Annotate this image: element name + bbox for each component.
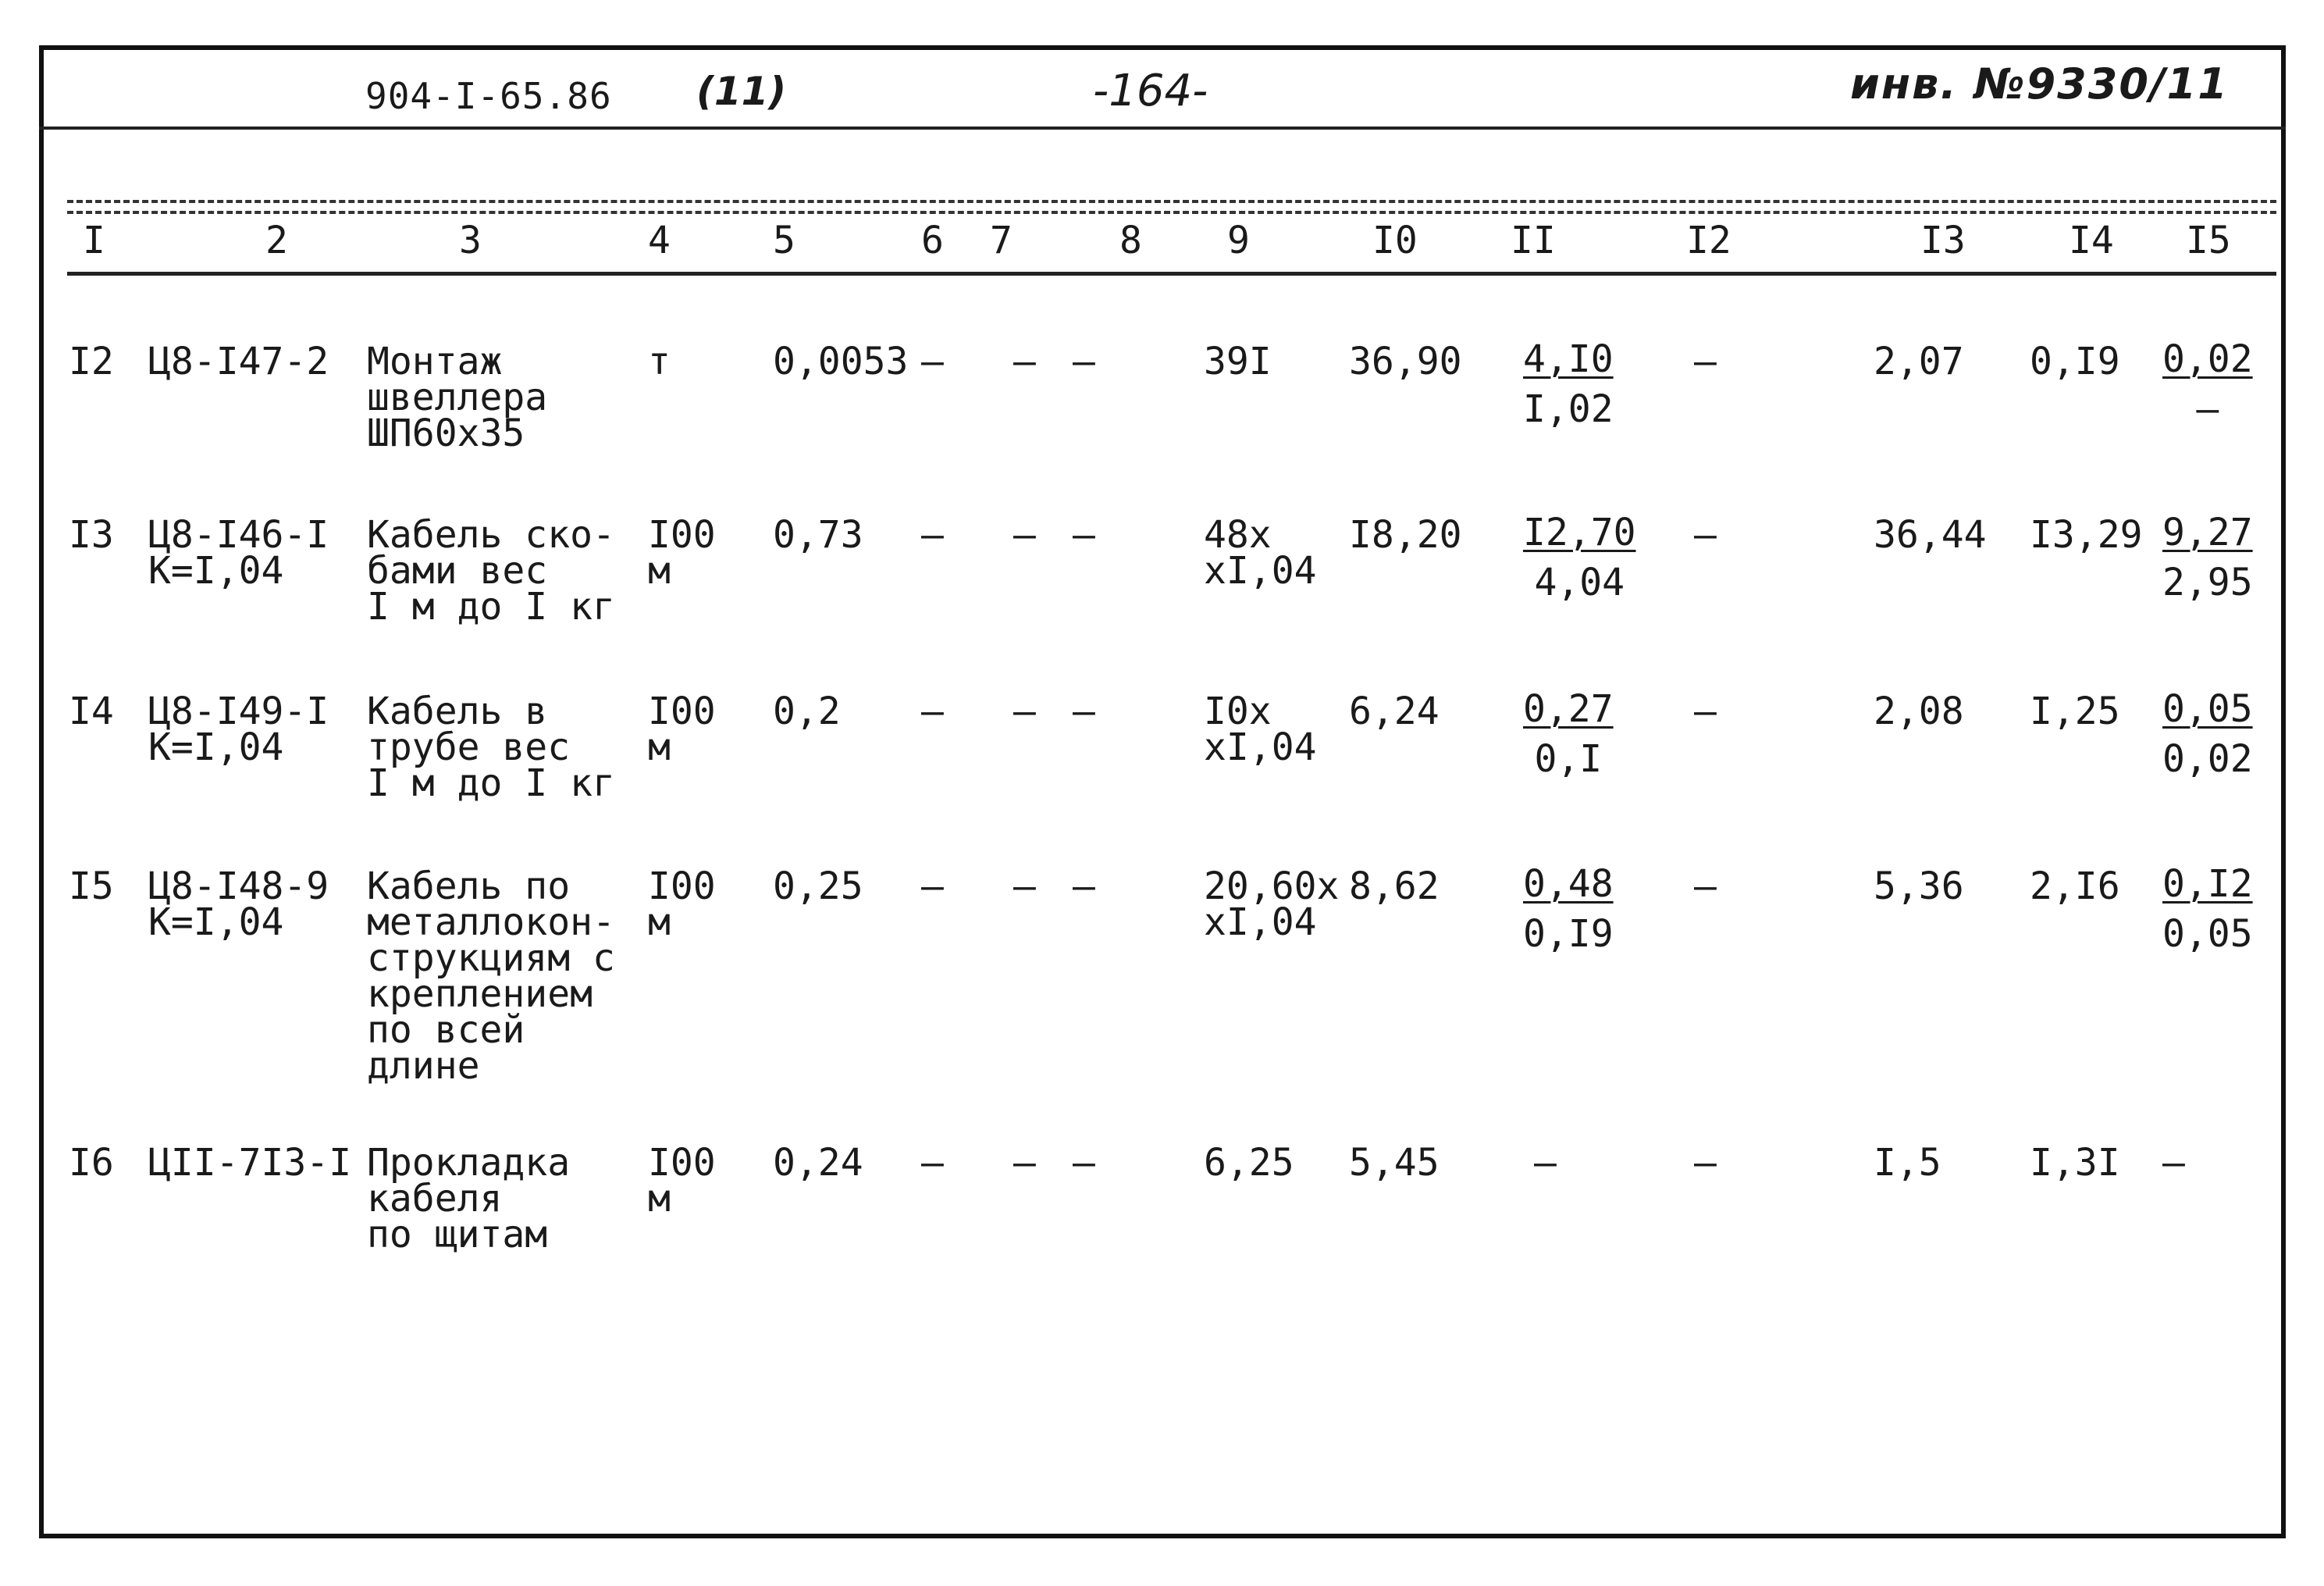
col12-dash: – bbox=[1694, 864, 1717, 908]
col8-dash: – bbox=[1073, 1141, 1095, 1185]
unit-cost: I0х хI,04 bbox=[1204, 690, 1317, 769]
work-name: Монтаж швеллера ШП60х35 bbox=[367, 340, 548, 455]
work-name: Кабель по металлокон- струкциям с креплением по всей длине bbox=[367, 864, 615, 1088]
col15-fraction: 0,02 – bbox=[2162, 337, 2253, 431]
sheet-number: (11) bbox=[696, 69, 787, 114]
col10-value: 6,24 bbox=[1349, 690, 1440, 733]
col10-value: 5,45 bbox=[1349, 1141, 1440, 1185]
column-number: 9 bbox=[1227, 219, 1250, 262]
column-number: I bbox=[83, 219, 105, 262]
col13-value: 36,44 bbox=[1874, 513, 1987, 557]
unit-cost: 39I bbox=[1204, 340, 1272, 383]
col15-fraction: $\frac{9,27}{2,95}$ bbox=[2162, 511, 2253, 604]
column-number: 4 bbox=[648, 219, 671, 262]
column-number: 8 bbox=[1119, 219, 1142, 262]
col6-dash: – bbox=[921, 340, 944, 383]
norm-code: Ц8-I47-2 bbox=[148, 340, 329, 383]
col6-dash: – bbox=[921, 513, 944, 557]
col15-value: – bbox=[2162, 1141, 2185, 1185]
column-number: I2 bbox=[1686, 219, 1731, 262]
col11-fraction: $\frac{4,I0}{I,02}$ bbox=[1523, 337, 1614, 431]
unit-cost: 20,60х хI,04 bbox=[1204, 864, 1340, 944]
column-number: 5 bbox=[773, 219, 795, 262]
col14-value: I,25 bbox=[2030, 690, 2120, 733]
doc-code: 904-I-65.86 bbox=[365, 75, 612, 117]
quantity: 0,2 bbox=[773, 690, 841, 733]
unit-cost: 48х хI,04 bbox=[1204, 513, 1317, 593]
col12-dash: – bbox=[1694, 340, 1717, 383]
col7-dash: – bbox=[1013, 690, 1036, 733]
table-top-rule bbox=[67, 211, 2276, 214]
col13-value: 2,08 bbox=[1874, 690, 1964, 733]
col8-dash: – bbox=[1073, 513, 1095, 557]
work-name: Кабель в трубе вес I м до I кг bbox=[367, 690, 615, 805]
column-number: 6 bbox=[921, 219, 944, 262]
inventory-number: инв. №9330/11 bbox=[1850, 59, 2229, 109]
work-name: Кабель ско- бами вес I м до I кг bbox=[367, 513, 615, 629]
quantity: 0,24 bbox=[773, 1141, 863, 1185]
header-divider bbox=[39, 127, 2286, 130]
col11-value: – bbox=[1534, 1141, 1557, 1185]
col8-dash: – bbox=[1073, 864, 1095, 908]
norm-code: ЦII-7I3-I bbox=[148, 1141, 352, 1185]
unit: I00 м bbox=[648, 864, 716, 944]
column-number: II bbox=[1511, 219, 1556, 262]
col8-dash: – bbox=[1073, 340, 1095, 383]
unit: I00 м bbox=[648, 690, 716, 769]
column-number: 3 bbox=[459, 219, 482, 262]
col6-dash: – bbox=[921, 690, 944, 733]
col15-fraction: $\frac{0,05}{0,02}$ bbox=[2162, 687, 2253, 781]
row-number: I3 bbox=[69, 513, 114, 557]
col12-dash: – bbox=[1694, 513, 1717, 557]
col12-dash: – bbox=[1694, 1141, 1717, 1185]
unit: I00 м bbox=[648, 1141, 716, 1221]
row-number: I5 bbox=[69, 864, 114, 908]
quantity: 0,0053 bbox=[773, 340, 909, 383]
row-number: I6 bbox=[69, 1141, 114, 1185]
column-number: 2 bbox=[265, 219, 288, 262]
col14-value: I3,29 bbox=[2030, 513, 2143, 557]
norm-code: Ц8-I46-I К=I,04 bbox=[148, 513, 329, 593]
col13-value: I,5 bbox=[1874, 1141, 1941, 1185]
column-number: I5 bbox=[2186, 219, 2231, 262]
col7-dash: – bbox=[1013, 864, 1036, 908]
col11-fraction: $\frac{I2,70}{4,04}$ bbox=[1523, 511, 1636, 604]
col10-value: 36,90 bbox=[1349, 340, 1462, 383]
col7-dash: – bbox=[1013, 340, 1036, 383]
col14-value: 2,I6 bbox=[2030, 864, 2120, 908]
row-number: I4 bbox=[69, 690, 114, 733]
norm-code: Ц8-I48-9 К=I,04 bbox=[148, 864, 329, 944]
page-number: -164- bbox=[1093, 66, 1208, 116]
col6-dash: – bbox=[921, 1141, 944, 1185]
column-number: I4 bbox=[2069, 219, 2114, 262]
col13-value: 2,07 bbox=[1874, 340, 1964, 383]
col7-dash: – bbox=[1013, 1141, 1036, 1185]
col12-dash: – bbox=[1694, 690, 1717, 733]
unit: I00 м bbox=[648, 513, 716, 593]
col14-value: 0,I9 bbox=[2030, 340, 2120, 383]
quantity: 0,73 bbox=[773, 513, 863, 557]
col11-fraction: $\frac{0,27}{0,I}$ bbox=[1523, 687, 1614, 781]
col6-dash: – bbox=[921, 864, 944, 908]
col10-value: I8,20 bbox=[1349, 513, 1462, 557]
col11-fraction: $\frac{0,48}{0,I9}$ bbox=[1523, 862, 1614, 956]
column-number: I0 bbox=[1372, 219, 1418, 262]
table-top-rule bbox=[67, 200, 2276, 203]
unit: т bbox=[648, 340, 671, 383]
col15-fraction: $\frac{0,I2}{0,05}$ bbox=[2162, 862, 2253, 956]
column-number: 7 bbox=[990, 219, 1013, 262]
work-name: Прокладка кабеля по щитам bbox=[367, 1141, 571, 1256]
col7-dash: – bbox=[1013, 513, 1036, 557]
col8-dash: – bbox=[1073, 690, 1095, 733]
column-number: I3 bbox=[1920, 219, 1966, 262]
unit-cost: 6,25 bbox=[1204, 1141, 1294, 1185]
col10-value: 8,62 bbox=[1349, 864, 1440, 908]
col13-value: 5,36 bbox=[1874, 864, 1964, 908]
table-header-rule bbox=[67, 272, 2276, 276]
col14-value: I,3I bbox=[2030, 1141, 2120, 1185]
norm-code: Ц8-I49-I К=I,04 bbox=[148, 690, 329, 769]
quantity: 0,25 bbox=[773, 864, 863, 908]
row-number: I2 bbox=[69, 340, 114, 383]
